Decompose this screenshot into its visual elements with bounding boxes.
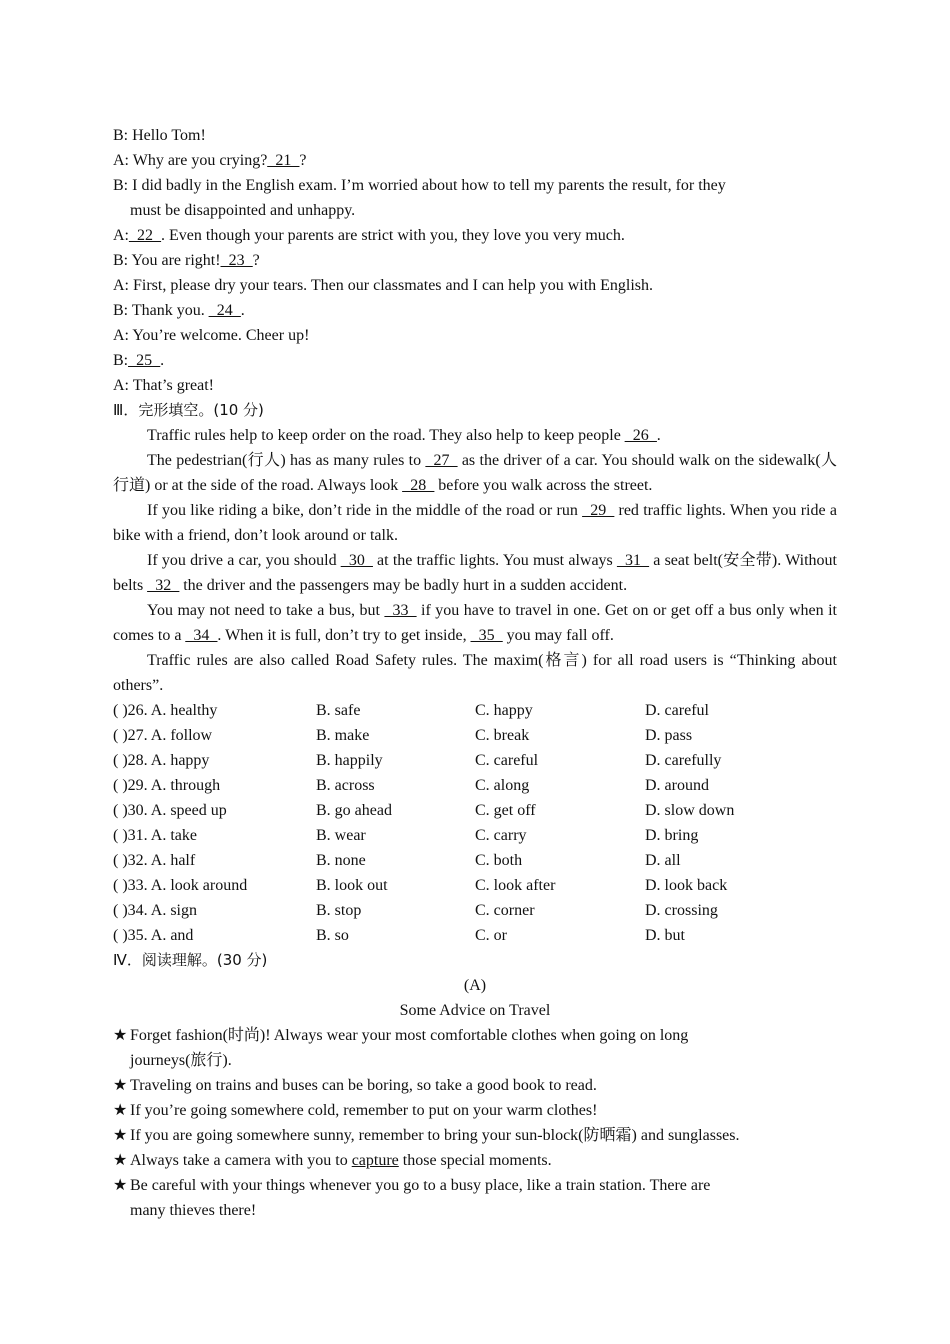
option-b: B. across xyxy=(316,777,375,794)
line-text: First, please dry your tears. Then our classmates and I can help you with English. xyxy=(129,277,654,294)
text: If you drive a car, you should xyxy=(147,552,341,569)
advice-item-continued xyxy=(113,1048,837,1073)
blank-30: _30_ xyxy=(340,552,373,569)
blank-21: _21_ xyxy=(267,152,300,169)
option-c: C. carry xyxy=(475,827,527,844)
option-c: C. happy xyxy=(475,702,533,719)
speaker: A: xyxy=(113,277,129,294)
option-row xyxy=(113,748,837,773)
section-3-title: Ⅲ．完形填空。(10 分) xyxy=(113,401,264,419)
option-row xyxy=(113,873,837,898)
advice-item xyxy=(113,1073,837,1098)
advice-item xyxy=(113,1023,837,1048)
text: you may fall off. xyxy=(502,627,614,644)
line-text: You’re welcome. Cheer up! xyxy=(129,327,310,344)
star-icon: ★ xyxy=(113,1152,128,1169)
dialogue-line xyxy=(113,348,837,373)
option-b: B. go ahead xyxy=(316,802,392,819)
speaker: A: xyxy=(113,377,129,394)
option-c: C. break xyxy=(475,727,530,744)
text: the driver and the passengers may be badly hurt in a sudden accident. xyxy=(179,577,628,594)
option-c: C. look after xyxy=(475,877,556,894)
speaker: A: xyxy=(113,227,129,244)
line-text: ? xyxy=(299,152,307,169)
advice-text: If you are going somewhere sunny, remember to bring your sun-block(防晒霜) and sunglasses. xyxy=(130,1127,740,1144)
line-text: Thank you. xyxy=(128,302,209,319)
option-b: B. safe xyxy=(316,702,361,719)
line-text: Why are you crying? xyxy=(129,152,268,169)
advice-text: many thieves there! xyxy=(130,1202,257,1219)
speaker: B: xyxy=(113,252,129,269)
advice-item-continued xyxy=(113,1198,837,1223)
option-a: ( )31. A. take xyxy=(113,827,197,844)
option-row xyxy=(113,698,837,723)
reading-part-label: (A) xyxy=(463,977,487,994)
speaker: B: xyxy=(113,352,129,369)
option-row xyxy=(113,848,837,873)
option-a: ( )26. A. healthy xyxy=(113,702,218,719)
option-a: ( )33. A. look around xyxy=(113,877,248,894)
cloze-paragraph-3 xyxy=(113,498,837,548)
options-list xyxy=(113,698,837,948)
cloze-paragraph-4 xyxy=(113,548,837,598)
advice-item xyxy=(113,1173,837,1198)
advice-item xyxy=(113,1148,837,1173)
option-a: ( )29. A. through xyxy=(113,777,221,794)
text: before you walk across the street. xyxy=(434,477,653,494)
speaker: A: xyxy=(113,327,129,344)
star-icon: ★ xyxy=(113,1027,128,1044)
option-d: D. around xyxy=(645,777,709,794)
option-row xyxy=(113,723,837,748)
option-d: D. careful xyxy=(645,702,709,719)
speaker: B: xyxy=(113,302,129,319)
text: . xyxy=(656,427,661,444)
option-d: D. crossing xyxy=(645,902,718,919)
blank-24: _24_ xyxy=(208,302,241,319)
option-d: D. but xyxy=(645,927,685,944)
worksheet-page xyxy=(113,123,837,1223)
option-b: B. none xyxy=(316,852,366,869)
option-row xyxy=(113,923,837,948)
option-c: C. careful xyxy=(475,752,539,769)
advice-item xyxy=(113,1123,837,1148)
option-c: C. both xyxy=(475,852,523,869)
option-c: C. corner xyxy=(475,902,535,919)
line-text: must be disappointed and unhappy. xyxy=(130,202,356,219)
option-c: C. along xyxy=(475,777,530,794)
option-a: ( )35. A. and xyxy=(113,927,194,944)
option-c: C. or xyxy=(475,927,507,944)
blank-23: _23_ xyxy=(220,252,253,269)
dialogue-line xyxy=(113,323,837,348)
option-b: B. so xyxy=(316,927,349,944)
star-icon: ★ xyxy=(113,1177,128,1194)
text: red traffic lights. When you ride a bike with a friend, don’t look around or talk. xyxy=(113,502,838,544)
dialogue-line xyxy=(113,373,837,398)
text: a seat belt(安全带). Without belts xyxy=(113,552,837,594)
star-icon: ★ xyxy=(113,1077,128,1094)
option-d: D. bring xyxy=(645,827,699,844)
option-b: B. stop xyxy=(316,902,362,919)
advice-text: Always take a camera with you to xyxy=(130,1152,352,1169)
blank-32: _32_ xyxy=(147,577,180,594)
blank-25: _25_ xyxy=(128,352,161,369)
line-text: That’s great! xyxy=(129,377,215,394)
option-row xyxy=(113,898,837,923)
advice-text: Traveling on trains and buses can be boring, so take a good book to read. xyxy=(130,1077,597,1094)
dialogue-line xyxy=(113,223,837,248)
advice-text: Forget fashion(时尚)! Always wear your most comfortable clothes when going on long xyxy=(130,1027,689,1044)
option-b: B. look out xyxy=(316,877,388,894)
dialogue-line xyxy=(113,148,837,173)
blank-26: _26_ xyxy=(624,427,657,444)
blank-22: _22_ xyxy=(129,227,161,244)
dialogue-line xyxy=(113,298,837,323)
blank-33: _33_ xyxy=(384,602,417,619)
blank-27: _27_ xyxy=(425,452,458,469)
text: as the driver of a car. You should walk on the sidewalk(人行道) or at the side of the road. Always look xyxy=(113,452,837,494)
cloze-paragraph-1 xyxy=(113,423,837,448)
cloze-paragraph-5 xyxy=(113,598,837,648)
option-c: C. get off xyxy=(475,802,536,819)
star-icon: ★ xyxy=(113,1102,128,1119)
star-icon: ★ xyxy=(113,1127,128,1144)
option-d: D. carefully xyxy=(645,752,722,769)
dialogue-line xyxy=(113,173,837,198)
cloze-paragraph-2 xyxy=(113,448,837,498)
dialogue-line xyxy=(113,123,837,148)
reading-heading: Some Advice on Travel xyxy=(399,1002,551,1019)
option-a: ( )27. A. follow xyxy=(113,727,213,744)
text: The pedestrian(行人) has as many rules to xyxy=(147,452,426,469)
line-text: I did badly in the English exam. I’m worried about how to tell my parents the result, for they xyxy=(128,177,726,194)
text: You may not need to take a bus, but xyxy=(147,602,385,619)
option-d: D. slow down xyxy=(645,802,735,819)
dialogue-line xyxy=(113,248,837,273)
option-a: ( )32. A. half xyxy=(113,852,196,869)
blank-31: _31_ xyxy=(617,552,650,569)
line-text: Hello Tom! xyxy=(128,127,206,144)
option-row xyxy=(113,798,837,823)
option-a: ( )34. A. sign xyxy=(113,902,197,919)
advice-text: journeys(旅行). xyxy=(130,1052,232,1069)
option-d: D. all xyxy=(645,852,681,869)
line-text: . xyxy=(160,352,165,369)
speaker: B: xyxy=(113,127,129,144)
dialogue-line xyxy=(113,273,837,298)
line-text: . xyxy=(240,302,245,319)
blank-34: _34_ xyxy=(185,627,218,644)
line-text: . Even though your parents are strict with you, they love you very much. xyxy=(161,227,625,244)
dialogue-line xyxy=(113,198,837,223)
advice-text: If you’re going somewhere cold, remember to put on your warm clothes! xyxy=(130,1102,598,1119)
option-a: ( )30. A. speed up xyxy=(113,802,227,819)
option-b: B. happily xyxy=(316,752,383,769)
option-d: D. look back xyxy=(645,877,728,894)
option-b: B. wear xyxy=(316,827,366,844)
text: at the traffic lights. You must always xyxy=(372,552,618,569)
line-text: You are right! xyxy=(128,252,221,269)
speaker: A: xyxy=(113,152,129,169)
cloze-paragraph-6: Traffic rules are also called Road Safety rules. The maxim(格言) for all road users is “Thinking about others”. xyxy=(113,652,837,694)
blank-29: _29_ xyxy=(582,502,615,519)
advice-item xyxy=(113,1098,837,1123)
advice-text: Be careful with your things whenever you go to a busy place, like a train station. There are xyxy=(130,1177,711,1194)
blank-28: _28_ xyxy=(402,477,435,494)
option-a: ( )28. A. happy xyxy=(113,752,210,769)
text: Traffic rules help to keep order on the road. They also help to keep people xyxy=(147,427,625,444)
text: If you like riding a bike, don’t ride in the middle of the road or run xyxy=(147,502,583,519)
text: if you have to travel in one. Get on or get off a bus only when it comes to a xyxy=(113,602,838,644)
speaker: B: xyxy=(113,177,129,194)
line-text: ? xyxy=(252,252,260,269)
section-4-title: Ⅳ．阅读理解。(30 分) xyxy=(113,951,268,969)
option-row xyxy=(113,823,837,848)
option-d: D. pass xyxy=(645,727,693,744)
advice-text: those special moments. xyxy=(398,1152,552,1169)
option-b: B. make xyxy=(316,727,370,744)
underlined-word: capture xyxy=(351,1152,399,1169)
option-row xyxy=(113,773,837,798)
text: . When it is full, don’t try to get inside, xyxy=(217,627,471,644)
blank-35: _35_ xyxy=(470,627,503,644)
